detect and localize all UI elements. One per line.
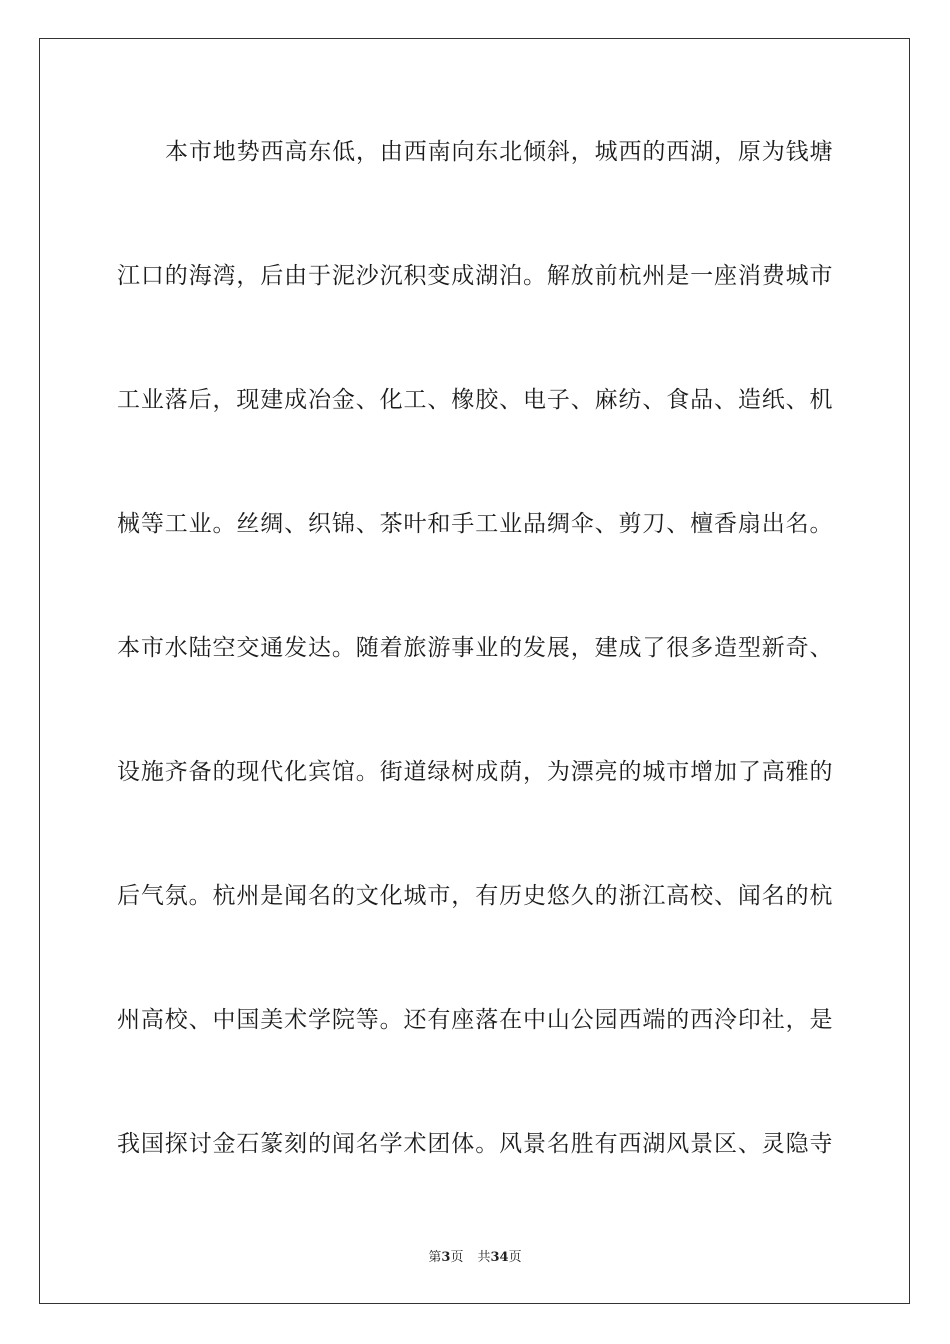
total-prefix: 共 — [477, 1250, 491, 1265]
paragraph-line: 我国探讨金石篆刻的闻名学术团体。风景名胜有西湖风景区、灵隐寺 — [117, 1131, 833, 1157]
paragraph-line: 州高校、中国美术学院等。还有座落在中山公园西端的西泠印社，是 — [117, 1007, 833, 1033]
page-suffix: 页 — [450, 1250, 464, 1265]
total-suffix: 页 — [508, 1250, 522, 1265]
document-body — [117, 125, 833, 1241]
paragraph-line: 江口的海湾，后由于泥沙沉积变成湖泊。解放前杭州是一座消费城市 — [117, 263, 833, 289]
paragraph-line: 本市水陆空交通发达。随着旅游事业的发展，建成了很多造型新奇、 — [117, 635, 833, 661]
page-number: 3 — [441, 1250, 451, 1265]
paragraph-line: 设施齐备的现代化宾馆。街道绿树成荫，为漂亮的城市增加了高雅的 — [117, 759, 833, 785]
paragraph-line: 本市地势西高东低，由西南向东北倾斜，城西的西湖，原为钱塘 — [165, 139, 833, 165]
paragraph-line: 后气氛。杭州是闻名的文化城市，有历史悠久的浙江高校、闻名的杭 — [117, 883, 833, 909]
page-prefix: 第 — [428, 1250, 442, 1265]
paragraph-line: 工业落后，现建成冶金、化工、橡胶、电子、麻纺、食品、造纸、机 — [117, 387, 833, 413]
paragraph-line: 械等工业。丝绸、织锦、茶叶和手工业品绸伞、剪刀、檀香扇出名。 — [117, 511, 833, 537]
page-footer — [0, 1246, 950, 1265]
total-pages: 34 — [490, 1250, 509, 1265]
